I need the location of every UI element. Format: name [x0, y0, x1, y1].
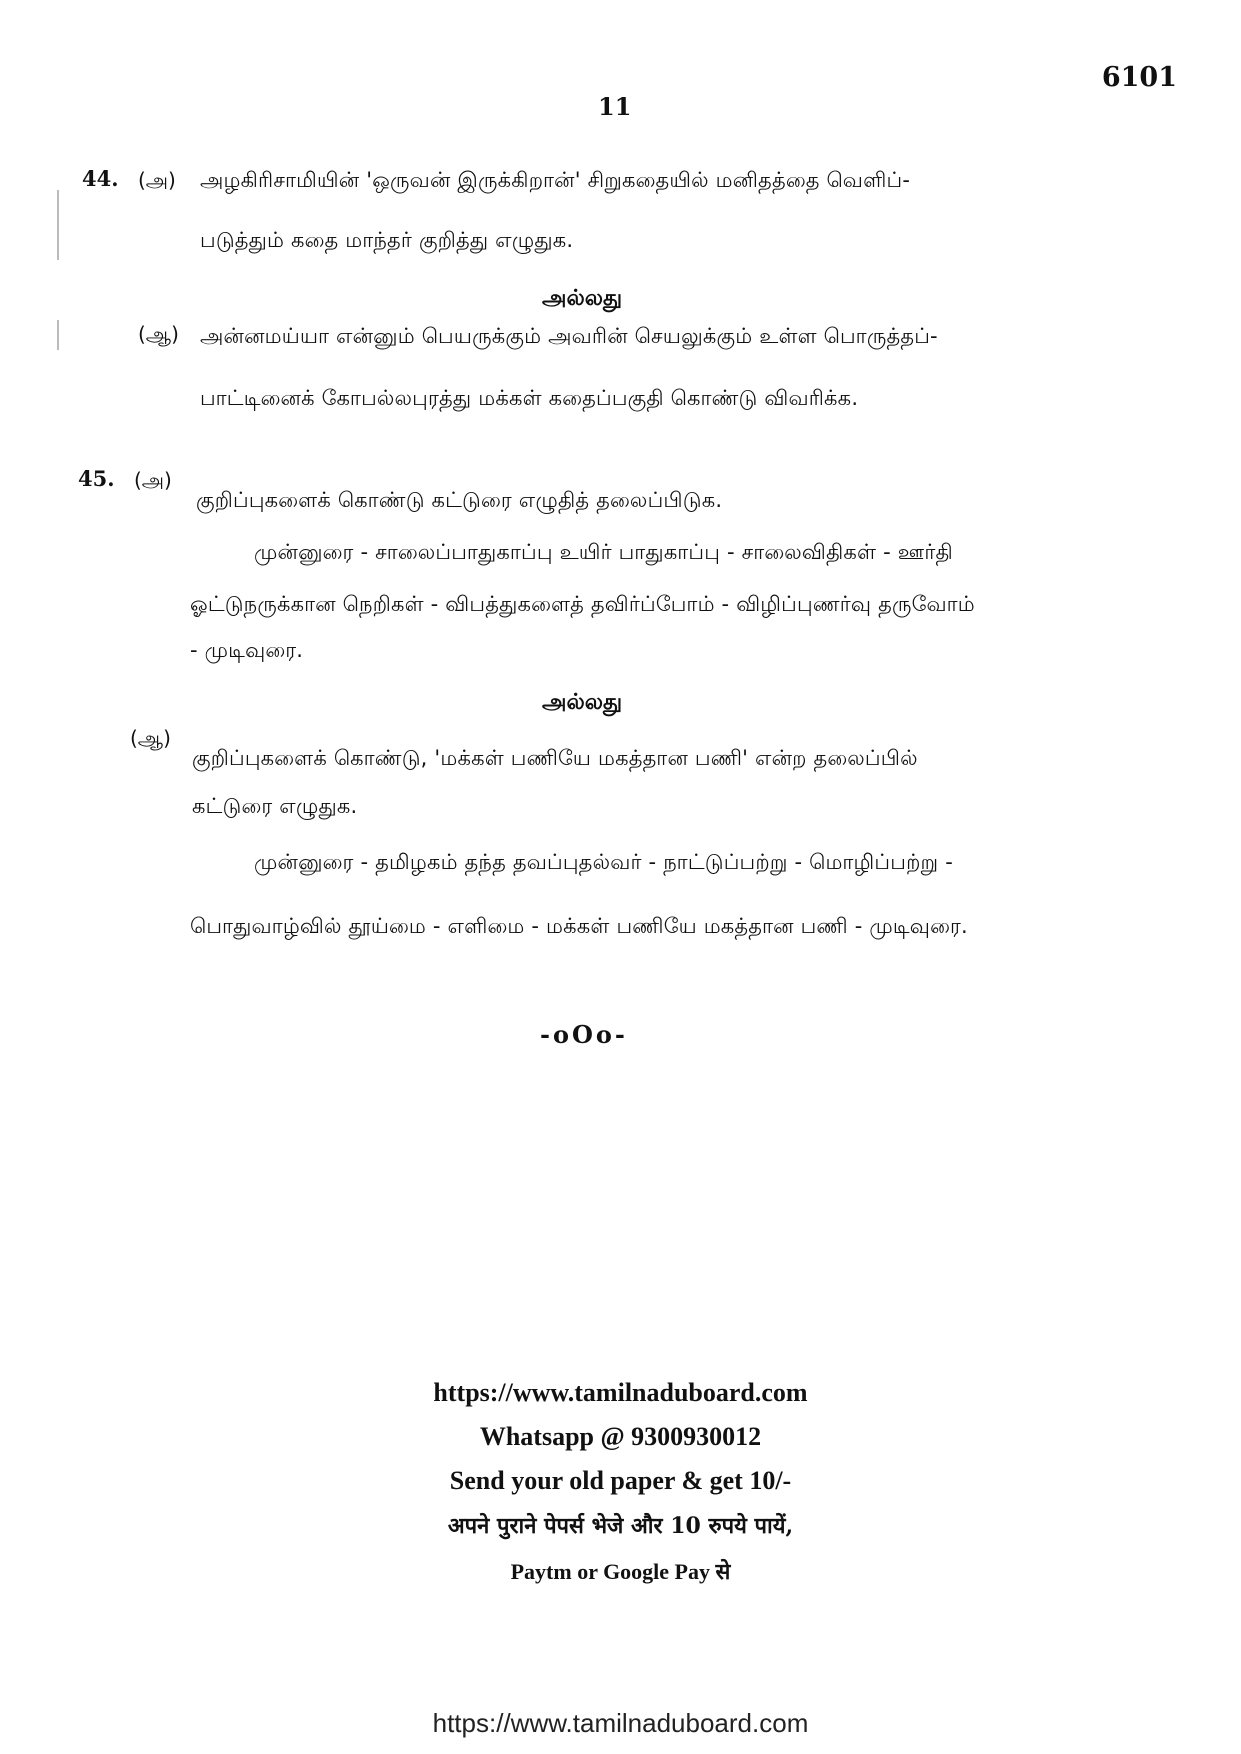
question-text: பாட்டினைக் கோபல்லபுரத்து மக்கள் கதைப்பகுதி கொண்டு விவரிக்க.	[200, 386, 859, 410]
or-divider: அல்லது	[542, 286, 623, 311]
essay-hints: முன்னுரை - தமிழகம் தந்த தவப்புதல்வர் - நாட்டுப்பற்று - மொழிப்பற்று -	[254, 850, 953, 874]
scan-mark	[57, 190, 59, 260]
option-label: (ஆ)	[130, 726, 171, 750]
option-label: (அ)	[134, 468, 172, 492]
essay-hints: - முடிவுரை.	[190, 638, 304, 662]
question-text: அன்னமய்யா என்னும் பெயருக்கும் அவரின் செயலுக்கும் உள்ள பொருத்தப்-	[200, 324, 938, 348]
question-text: படுத்தும் கதை மாந்தர் குறித்து எழுதுக.	[200, 228, 574, 252]
or-divider: அல்லது	[542, 690, 623, 715]
footer-hindi-offer: अपने पुराने पेपर्स भेजे और 10 रुपये पायें,	[447, 1513, 794, 1539]
essay-hints: முன்னுரை - சாலைப்பாதுகாப்பு உயிர் பாதுகாப்பு - சாலைவிதிகள் - ஊர்தி	[254, 540, 953, 564]
question-text: குறிப்புகளைக் கொண்டு கட்டுரை எழுதித் தலைப்பிடுக.	[196, 488, 723, 512]
question-number: 44.	[82, 166, 119, 191]
option-label: (அ)	[138, 168, 176, 192]
end-mark: -oOo-	[540, 1020, 628, 1049]
bottom-url[interactable]: https://www.tamilnaduboard.com	[432, 1708, 809, 1738]
question-text: கட்டுரை எழுதுக.	[192, 794, 358, 818]
footer-whatsapp: Whatsapp @ 9300930012	[479, 1422, 762, 1451]
option-label: (ஆ)	[138, 322, 179, 346]
footer-send-offer: Send your old paper & get 10/-	[449, 1466, 792, 1495]
footer-url[interactable]: https://www.tamilnaduboard.com	[433, 1378, 808, 1407]
question-number: 45.	[78, 466, 115, 491]
essay-hints: ஓட்டுநருக்கான நெறிகள் - விபத்துகளைத் தவிர்ப்போம் - விழிப்புணர்வு தருவோம்	[190, 592, 975, 616]
question-text: குறிப்புகளைக் கொண்டு, 'மக்கள் பணியே மகத்தான பணி' என்ற தலைப்பில்	[192, 746, 918, 770]
page-number: 11	[598, 92, 632, 121]
essay-hints: பொதுவாழ்வில் தூய்மை - எளிமை - மக்கள் பணியே மகத்தான பணி - முடிவுரை.	[190, 914, 968, 938]
scan-mark	[57, 320, 59, 350]
footer-payment: Paytm or Google Pay से	[510, 1559, 731, 1584]
question-text: அழகிரிசாமியின் 'ஒருவன் இருக்கிறான்' சிறுகதையில் மனிதத்தை வெளிப்-	[200, 168, 911, 192]
page-code: 6101	[1101, 62, 1177, 93]
